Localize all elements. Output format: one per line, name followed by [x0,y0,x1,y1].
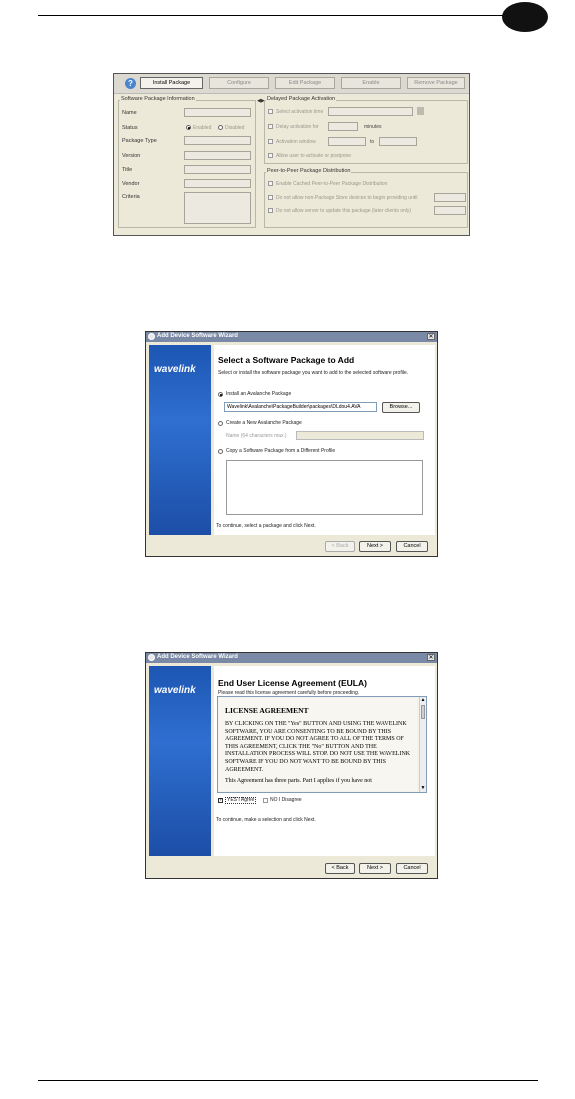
no-disagree-checkbox[interactable] [263,798,268,803]
edit-package-button[interactable]: Edit Package [275,77,335,89]
criteria-field[interactable] [184,192,251,224]
yes-agree-label: YES I Agree [227,797,255,803]
scroll-down-icon[interactable]: ▼ [420,785,426,791]
scroll-thumb[interactable] [421,705,425,719]
allow-postpone-checkbox[interactable] [268,153,273,158]
name-field[interactable] [184,108,251,117]
criteria-label: Criteria [122,194,140,200]
enable-button[interactable]: Enable [341,77,401,89]
eula-document [219,698,417,791]
p2p-server-field[interactable] [434,206,466,215]
eula-paragraph-2: This Agreement has three parts. Part I applies if you have not [225,778,372,785]
close-icon[interactable]: ✕ [428,334,434,340]
p2p-store-label: Do not allow non-Package Store devices to begin providing until [276,195,418,201]
window-end-field[interactable] [379,137,417,146]
install-package-label: Install an Avalanche Package [226,391,292,397]
version-field[interactable] [184,151,251,160]
remove-package-button[interactable]: Remove Package [407,77,465,89]
install-path-field[interactable]: Wavelink\Avalanche\PackageBuilder\packages\DLdou4.AVA [224,402,377,412]
activation-title: Delayed Package Activation [267,96,336,102]
install-package-radio[interactable] [218,392,223,397]
package-type-field[interactable] [184,136,251,145]
wizard-title: Add Device Software Wizard [157,654,238,660]
wizard-app-icon [148,654,155,661]
wizard-footer-text: To continue, select a package and click Next. [216,523,316,529]
p2p-server-label: Do not allow server to update this package (later clients only) [276,208,412,214]
next-button[interactable]: Next > [359,863,391,874]
help-icon[interactable]: ? [125,78,136,89]
activation-time-label: Select activation time [276,109,324,115]
status-disabled-radio[interactable] [218,125,223,130]
wavelink-logo: wavelink [154,364,196,375]
wizard-content [214,345,435,535]
wizard-titlebar [146,653,437,663]
wizard-titlebar [146,332,437,342]
wavelink-side-panel [149,666,211,856]
vendor-label: Vendor [122,181,140,187]
p2p-title: Peer-to-Peer Package Distribution [267,168,351,174]
delay-minutes-field[interactable] [328,122,358,131]
title-field[interactable] [184,165,251,174]
footer-rule [38,1080,538,1081]
name-label: Name [122,110,137,116]
select-package-wizard [145,331,438,557]
wavelink-logo: wavelink [154,685,196,696]
cancel-button[interactable]: Cancel [396,541,428,552]
title-label: Title [122,167,133,173]
version-label: Version [122,153,141,159]
package-info-title: Software Package Information [121,96,195,102]
activation-window-checkbox[interactable] [268,139,273,144]
eula-scrollbar[interactable] [419,697,426,792]
to-label: to [370,139,375,145]
vendor-field[interactable] [184,179,251,188]
copy-package-label: Copy a Software Package from a Different Profile [226,448,336,454]
configure-button[interactable]: Configure [209,77,269,89]
activation-time-checkbox[interactable] [268,109,273,114]
window-start-field[interactable] [328,137,366,146]
cancel-button[interactable]: Cancel [396,863,428,874]
chapter-tab-badge [502,2,548,32]
eula-text-box[interactable] [217,696,427,793]
wavelink-side-panel [149,345,211,535]
check-mark-icon: ✓ [219,797,224,803]
avalanche-console-screenshot [113,73,470,236]
status-enabled-radio[interactable] [186,125,191,130]
wizard-footer-text: To continue, make a selection and click Next. [216,817,316,823]
wizard-app-icon [148,333,155,340]
wizard-content [214,666,435,856]
create-package-radio[interactable] [218,421,223,426]
create-package-label: Create a New Avalanche Package [226,420,302,426]
install-package-button[interactable]: Install Package [140,77,203,89]
browse-button[interactable]: Browse... [382,402,420,413]
delay-activation-label: Delay activation for [276,124,319,130]
scroll-up-icon[interactable]: ▲ [420,697,426,703]
eula-title: LICENSE AGREEMENT [225,706,309,715]
yes-agree-checkbox[interactable] [218,798,223,803]
package-type-label: Package Type [122,138,157,144]
package-toolbar [114,74,469,94]
minutes-label: minutes [364,124,382,130]
back-button[interactable]: < Back [325,863,355,874]
delay-activation-checkbox[interactable] [268,124,273,129]
p2p-enable-label: Enable Cached Peer-to-Peer Package Distribution [276,181,388,187]
copy-package-radio[interactable] [218,449,223,454]
no-disagree-label: NO I Disagree [270,797,302,803]
splitter-arrow-icon[interactable]: ◀▶ [257,98,265,104]
p2p-server-checkbox[interactable] [268,208,273,213]
status-label: Status [122,125,138,131]
next-button[interactable]: Next > [359,541,391,552]
profile-package-list[interactable] [226,460,423,515]
wizard-heading: End User License Agreement (EULA) [218,678,367,688]
new-package-name-field[interactable] [296,431,424,440]
wizard-title: Add Device Software Wizard [157,333,238,339]
activation-window-label: Activation window [276,139,316,145]
header-rule [38,15,504,16]
status-enabled-label: Enabled [193,125,212,131]
calendar-icon[interactable] [417,107,424,115]
eula-wizard [145,652,438,879]
close-icon[interactable]: ✕ [428,655,434,661]
p2p-store-field[interactable] [434,193,466,202]
wizard-heading: Select a Software Package to Add [218,355,355,365]
p2p-enable-checkbox[interactable] [268,181,273,186]
back-button[interactable]: < Back [325,541,355,552]
wizard-description: Please read this license agreement carefully before proceeding. [218,690,360,696]
eula-paragraph-1: BY CLICKING ON THE "Yes" BUTTON AND USING THE WAVELINK SOFTWARE, YOU ARE CONSENTING TO BE BOUND BY THIS AGREEMENT. IF YOU DO NOT AGREE TO ALL OF THE TERMS OF THIS AGREEMENT, CLICK THE "No" BUTTON AND THE INSTALLATION PROCESS WILL STOP. DO NOT USE THE WAVELINK SOFTWARE IF YOU DO NOT WANT TO BE BOUND BY THIS AGREEMENT. [225,721,411,773]
allow-postpone-label: Allow user to activate or postpone [276,153,352,159]
wizard-description: Select or install the software package you want to add to the selected software profile. [218,370,409,376]
status-disabled-label: Disabled [225,125,245,131]
activation-time-field[interactable] [328,107,413,116]
name-max-label: Name (64 characters max.) [226,433,287,439]
p2p-store-checkbox[interactable] [268,195,273,200]
